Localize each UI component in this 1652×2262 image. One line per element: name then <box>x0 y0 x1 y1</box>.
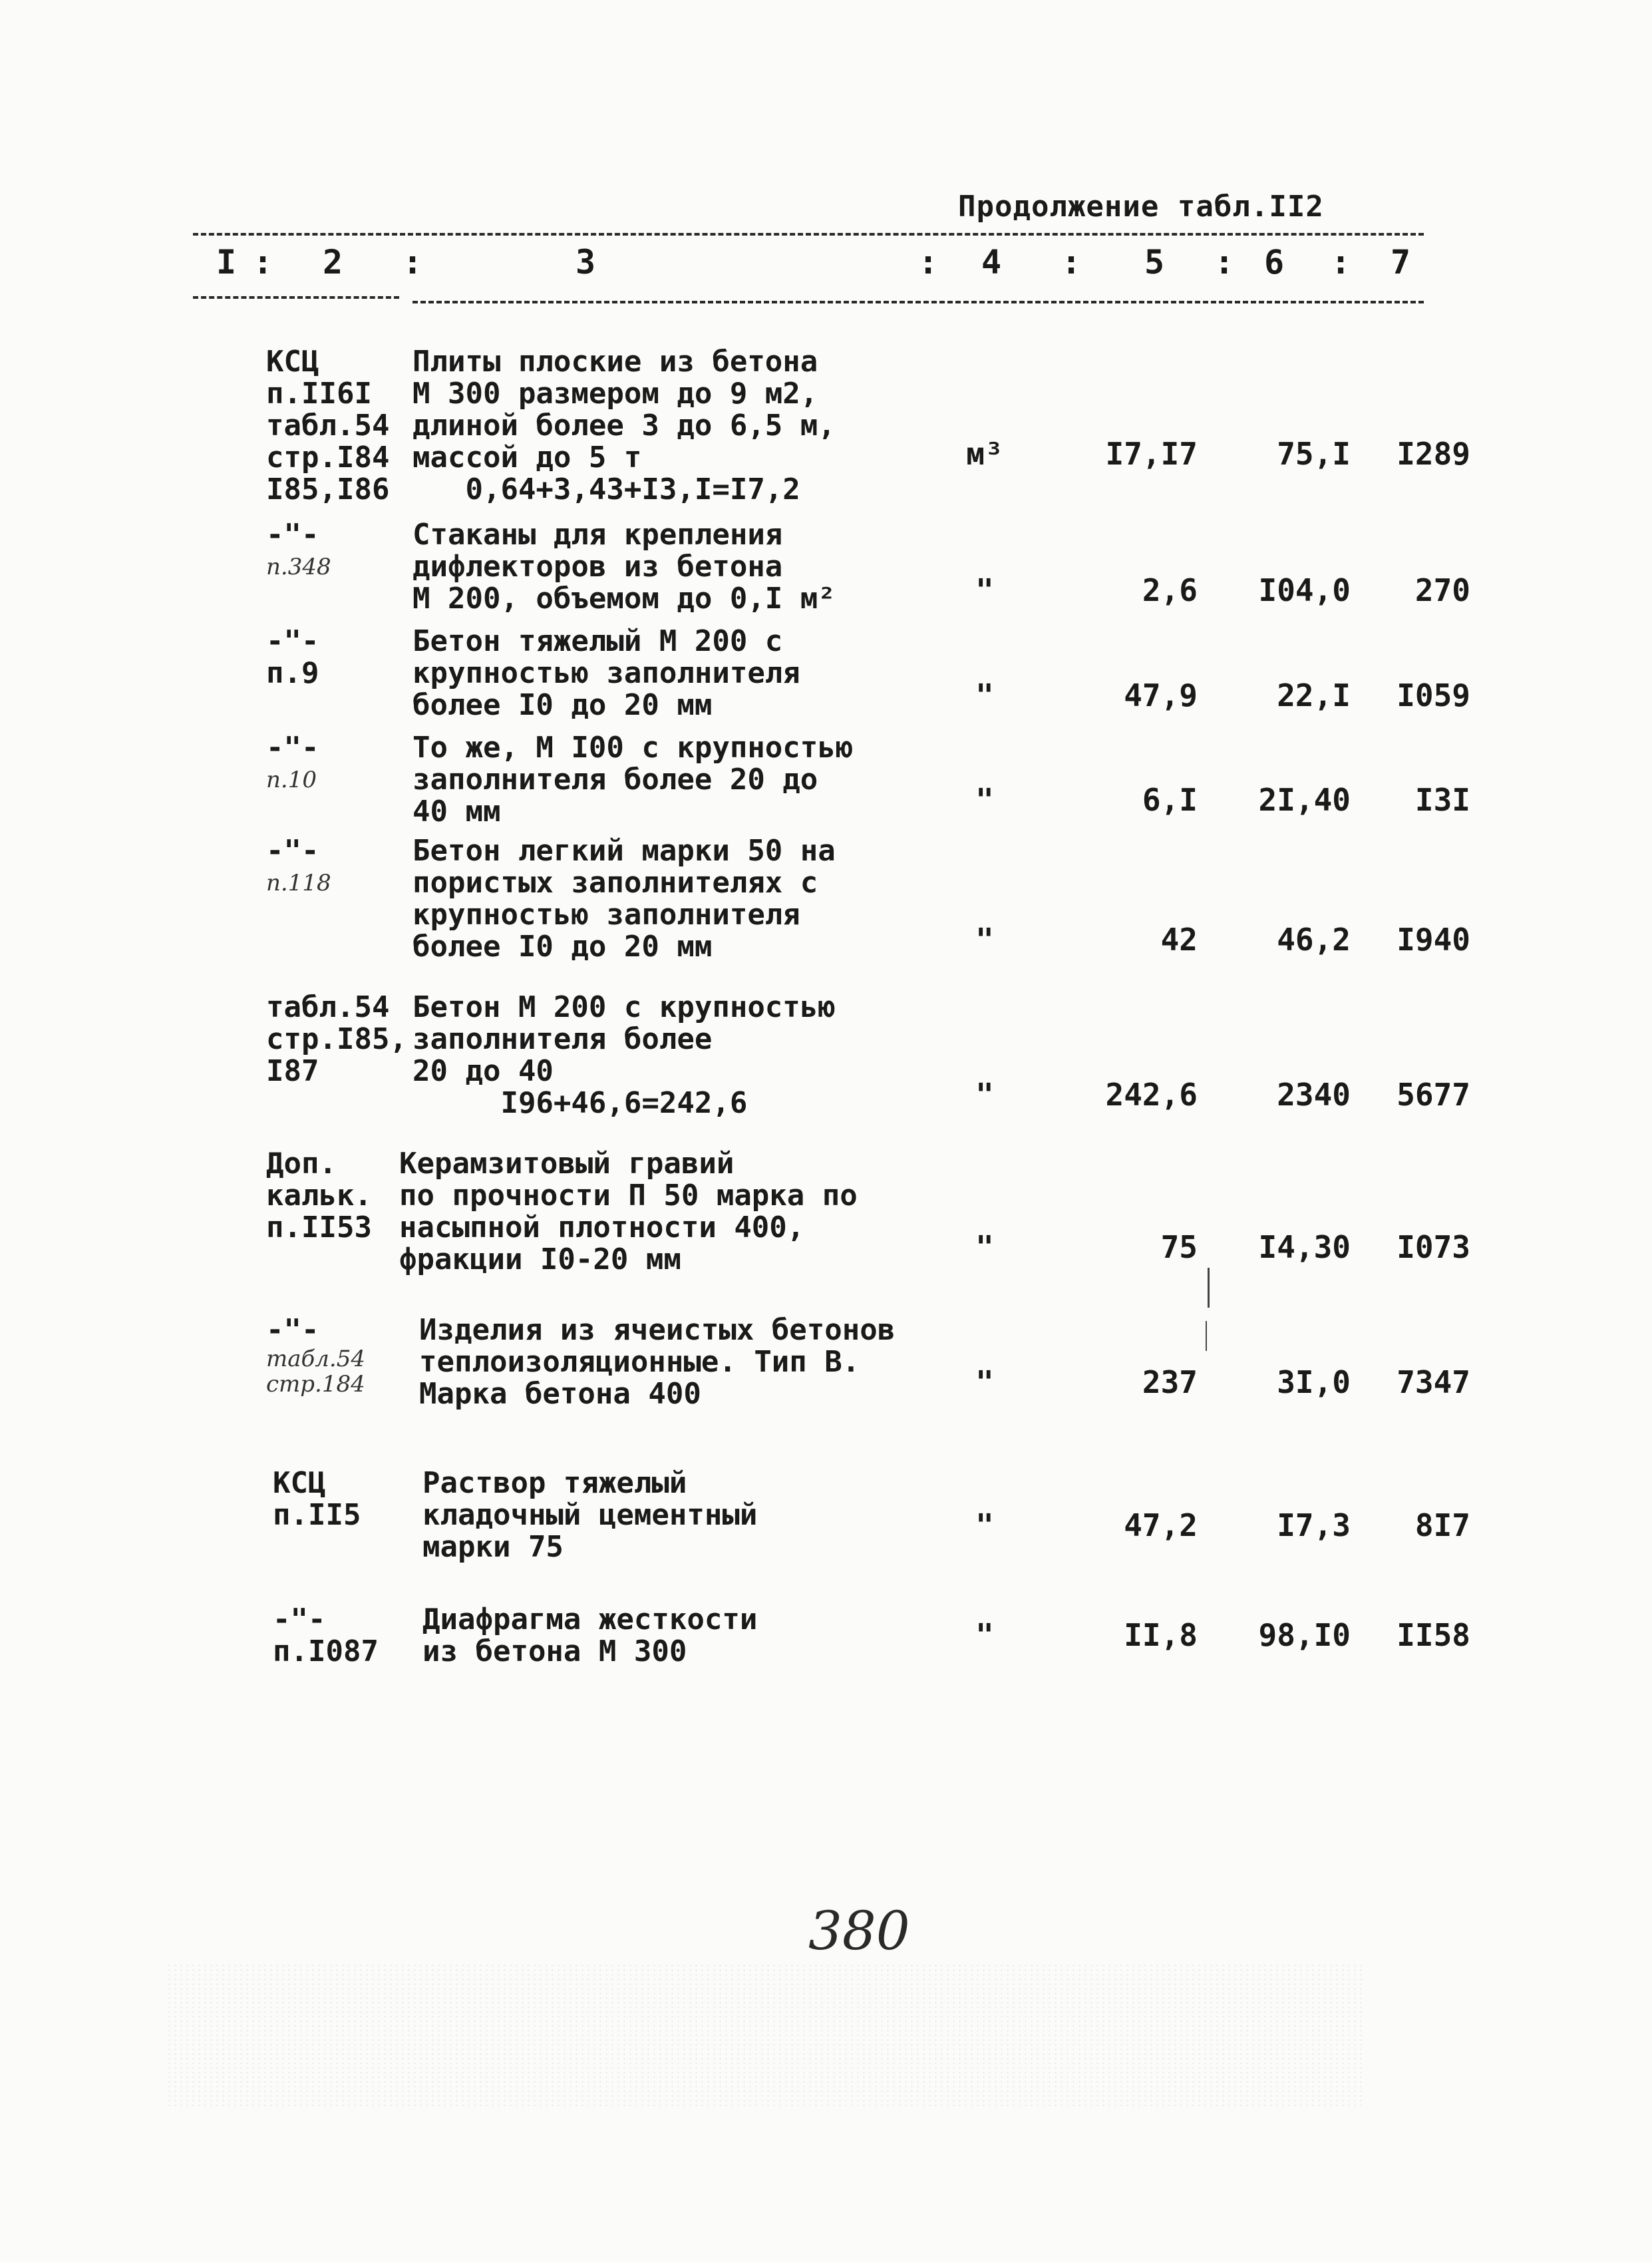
unit-cell: " <box>975 782 994 818</box>
col-header-1: I <box>216 243 237 282</box>
quantity-cell: 237 <box>1142 1364 1198 1400</box>
price-cell: 3I,0 <box>1277 1364 1351 1400</box>
unit-cell: " <box>975 677 994 713</box>
price-cell: I4,30 <box>1258 1229 1351 1265</box>
description-cell: Изделия из ячеистых бетонов теплоизоляционные. Тип В. Марка бетона 400 <box>419 1313 896 1411</box>
handwritten-note: п.118 <box>266 870 331 896</box>
total-cell: I059 <box>1397 677 1470 713</box>
handwritten-note: п.10 <box>266 767 317 793</box>
total-cell: 7347 <box>1397 1364 1470 1400</box>
unit-cell: " <box>975 922 994 958</box>
description-cell: Бетон тяжелый М 200 с крупностью заполнителя более I0 до 20 мм <box>413 624 800 722</box>
ref-cell: -"- п.9 <box>266 624 319 690</box>
col-header-7: 7 <box>1391 243 1411 282</box>
col-separator: : <box>1061 243 1082 282</box>
column-header-row <box>200 243 1424 289</box>
description-cell: То же, М I00 с крупностью заполнителя более 20 до 40 мм <box>413 731 854 829</box>
quantity-cell: II,8 <box>1124 1617 1198 1653</box>
ref-cell: -"- п.I087 <box>273 1602 379 1668</box>
price-cell: I04,0 <box>1258 572 1351 608</box>
total-cell: I289 <box>1397 436 1470 472</box>
col-separator: : <box>1214 243 1235 282</box>
total-cell: I3I <box>1414 782 1470 818</box>
quantity-cell: 75 <box>1160 1229 1198 1265</box>
page-number: 380 <box>808 1900 910 1962</box>
scan-artifact-line <box>1208 1268 1210 1308</box>
total-cell: 5677 <box>1397 1077 1470 1113</box>
col-header-4: 4 <box>981 243 1002 282</box>
ref-cell: -"- п.348 <box>266 519 331 583</box>
price-cell: 98,I0 <box>1258 1617 1351 1653</box>
col-header-3: 3 <box>576 243 596 282</box>
total-cell: II58 <box>1397 1617 1470 1653</box>
quantity-cell: I7,I7 <box>1105 436 1198 472</box>
ref-cell: -"- п.118 <box>266 835 331 899</box>
description-cell: Раствор тяжелый кладочный цементный марки 75 <box>422 1466 758 1564</box>
unit-cell: " <box>975 1077 994 1113</box>
quantity-cell: 6,I <box>1142 782 1198 818</box>
scan-noise <box>166 1963 1364 2110</box>
quantity-cell: 242,6 <box>1105 1077 1198 1113</box>
quantity-cell: 47,2 <box>1124 1507 1198 1543</box>
ref-cell: табл.54 стр.I85, I87 <box>266 990 407 1088</box>
price-cell: 2340 <box>1277 1077 1351 1113</box>
ref-cell: Доп. кальк. п.II53 <box>266 1147 372 1244</box>
col-separator: : <box>403 243 423 282</box>
quantity-cell: 47,9 <box>1124 677 1198 713</box>
description-cell: Стаканы для крепления дифлекторов из бетона М 200, объемом до 0,I м² <box>413 518 836 616</box>
scan-artifact-line <box>1206 1321 1207 1351</box>
price-cell: 2I,40 <box>1258 782 1351 818</box>
description-cell: Керамзитовый гравий по прочности П 50 марка по насыпной плотности 400, фракции I0-20 мм <box>399 1147 858 1276</box>
description-cell: Бетон легкий марки 50 на пористых заполнителях с крупностью заполнителя более I0 до 20 мм <box>413 834 836 964</box>
col-header-2: 2 <box>323 243 343 282</box>
price-cell: 75,I <box>1277 436 1351 472</box>
quantity-cell: 2,6 <box>1142 572 1198 608</box>
table-caption: Продолжение табл.II2 <box>958 190 1324 224</box>
description-cell: Плиты плоские из бетона М 300 размером до 9 м2, длиной более 3 до 6,5 м, массой до 5 т 0,64+3,43+I3,I=I7,2 <box>413 345 836 506</box>
total-cell: 8I7 <box>1414 1507 1470 1543</box>
unit-cell: " <box>975 1364 994 1400</box>
unit-cell: " <box>975 1617 994 1653</box>
top-rule <box>193 233 1424 236</box>
unit-cell: " <box>975 1229 994 1265</box>
price-cell: 46,2 <box>1277 922 1351 958</box>
unit-cell: м³ <box>966 436 1003 472</box>
quantity-cell: 42 <box>1160 922 1198 958</box>
price-cell: 22,I <box>1277 677 1351 713</box>
col-separator: : <box>253 243 273 282</box>
col-header-6: 6 <box>1264 243 1285 282</box>
handwritten-note: п.348 <box>266 554 331 580</box>
handwritten-note: табл.54 стр.184 <box>266 1346 365 1398</box>
price-cell: I7,3 <box>1277 1507 1351 1543</box>
total-cell: I073 <box>1397 1229 1470 1265</box>
ref-cell: КСЦ п.II6I табл.54 стр.I84 I85,I86 <box>266 345 390 506</box>
total-cell: I940 <box>1397 922 1470 958</box>
col-header-5: 5 <box>1144 243 1165 282</box>
header-bottom-rule-left <box>193 296 399 299</box>
col-separator: : <box>918 243 939 282</box>
ref-cell: КСЦ п.II5 <box>273 1466 361 1532</box>
ref-cell: -"- п.10 <box>266 732 319 796</box>
col-separator: : <box>1331 243 1351 282</box>
description-cell: Диафрагма жесткости из бетона М 300 <box>422 1602 758 1668</box>
unit-cell: " <box>975 1507 994 1543</box>
ref-cell: -"- табл.54 стр.184 <box>266 1313 365 1398</box>
header-bottom-rule-right <box>413 301 1424 303</box>
total-cell: 270 <box>1414 572 1470 608</box>
description-cell: Бетон М 200 с крупностью заполнителя более 20 до 40 I96+46,6=242,6 <box>413 990 836 1120</box>
unit-cell: " <box>975 572 994 608</box>
